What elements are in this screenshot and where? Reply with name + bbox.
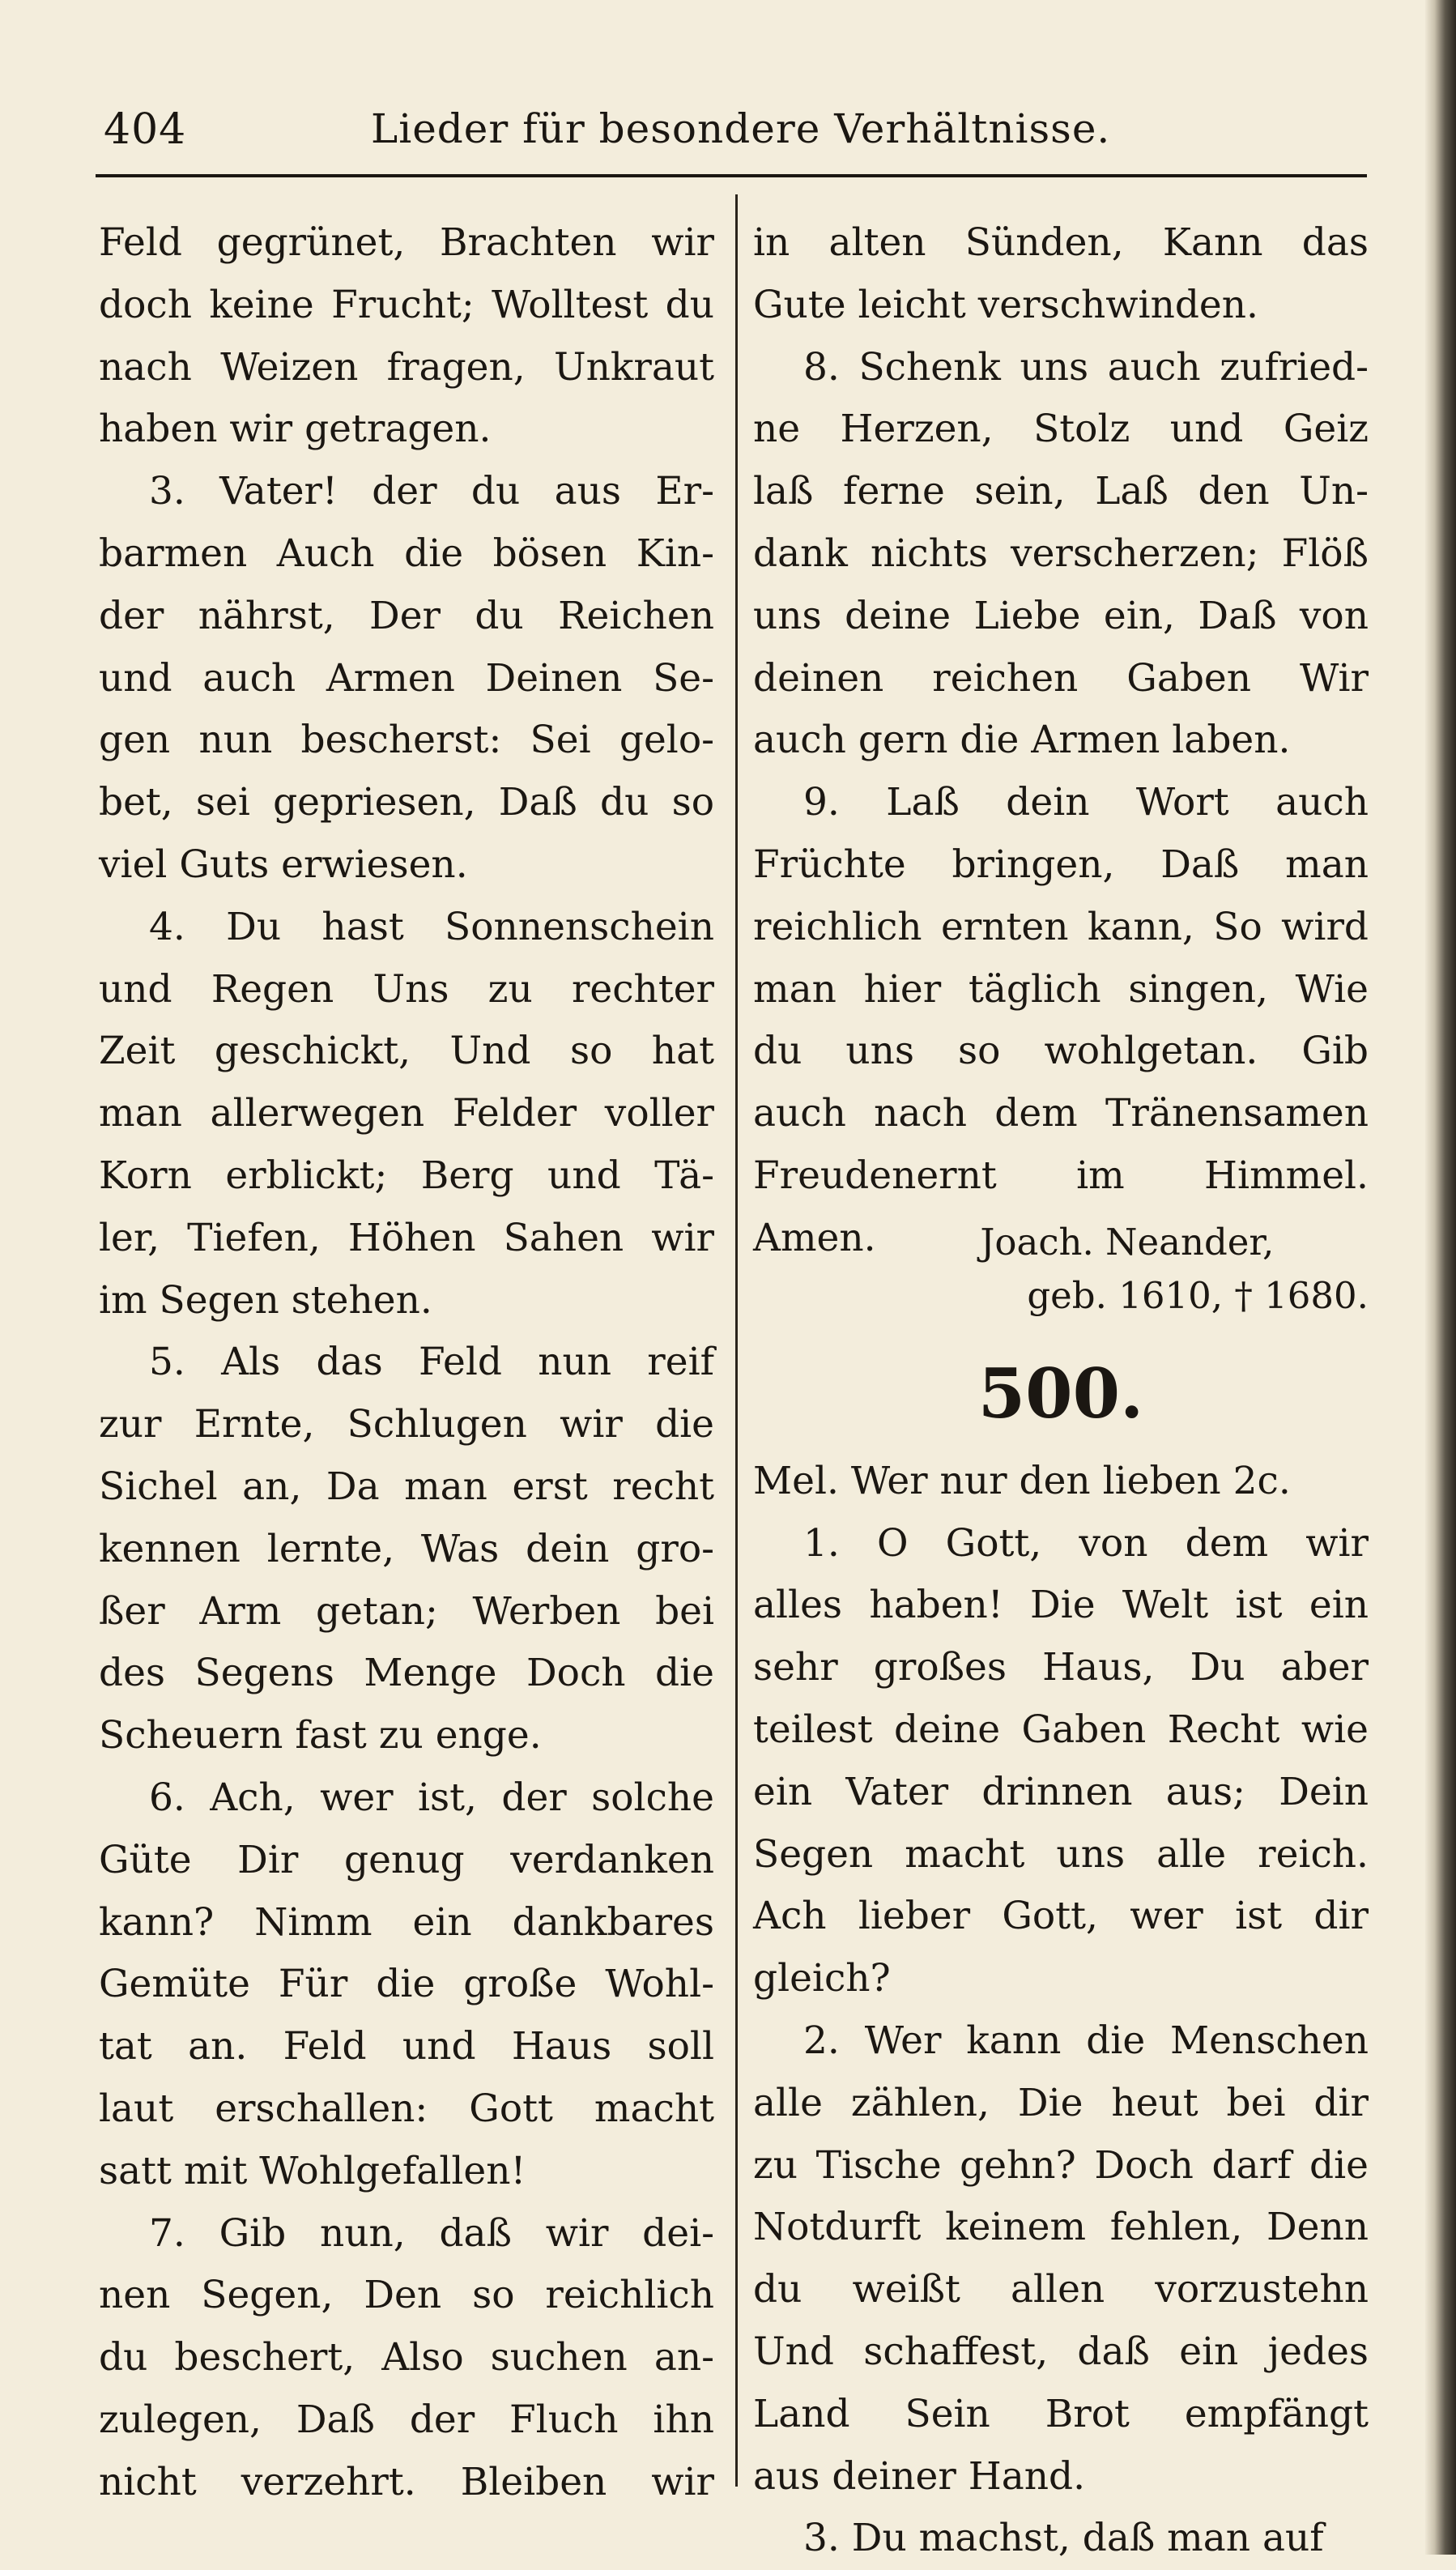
- text-line: laut erschallen: Gott macht: [99, 2086, 714, 2131]
- verse-start-line: 6. Ach, wer ist, der solche: [149, 1775, 714, 1820]
- text-line: gleich?: [753, 1956, 891, 2001]
- text-line: Zeit geschickt, Und so hat: [99, 1029, 714, 1074]
- melody-line: Mel. Wer nur den lieben 2c.: [753, 1458, 1291, 1503]
- text-line: Korn erblickt; Berg und Tä-: [99, 1153, 714, 1198]
- text-line: reichlich ernten kann, So wird: [753, 904, 1369, 949]
- text-line: doch keine Frucht; Wolltest du: [99, 282, 714, 327]
- verse-start-line: 1. O Gott, von dem wir: [803, 1520, 1369, 1566]
- text-line: ein Vater drinnen aus; Dein: [753, 1769, 1369, 1814]
- text-line: Freudenernt im Himmel.: [753, 1153, 1369, 1198]
- text-line: Segen macht uns alle reich.: [753, 1831, 1369, 1877]
- text-line: du uns so wohlgetan. Gib: [753, 1029, 1369, 1074]
- text-line: aus deiner Hand.: [753, 2453, 1086, 2499]
- text-line: Notdurft keinem fehlen, Denn: [753, 2205, 1369, 2250]
- running-title: Lieder für besondere Verhältnisse.: [371, 105, 1111, 152]
- text-line: satt mit Wohlgefallen!: [99, 2148, 526, 2193]
- text-line: und Regen Uns zu rechter: [99, 966, 714, 1012]
- verse-start-line: 5. Als das Feld nun reif: [149, 1340, 714, 1385]
- text-line: zulegen, Daß der Fluch ihn: [99, 2397, 714, 2442]
- text-line: kann? Nimm ein dankbares: [99, 1899, 714, 1945]
- text-line: sehr großes Haus, Du aber: [753, 1645, 1369, 1690]
- author-name: Joach. Neander,: [980, 1220, 1275, 1264]
- verse-start-line: 3. Du machst, daß man auf: [803, 2516, 1324, 2561]
- text-line: nach Weizen fragen, Unkraut: [99, 344, 714, 390]
- text-line: Und schaffest, daß ein jedes: [753, 2329, 1369, 2374]
- verse-start-line: 7. Gib nun, daß wir dei-: [149, 2210, 714, 2256]
- text-line: Güte Dir genug verdanken: [99, 1837, 714, 1882]
- text-line: und auch Armen Deinen Se-: [99, 655, 714, 701]
- verse-start-line: 8. Schenk uns auch zufried-: [803, 344, 1369, 390]
- text-line: ne Herzen, Stolz und Geiz: [753, 407, 1369, 452]
- page-edge-shadow: [1425, 0, 1456, 2555]
- text-line: Gemüte Für die große Wohl-: [99, 1962, 714, 2007]
- verse-start-line: 9. Laß dein Wort auch: [803, 780, 1369, 825]
- text-line: viel Guts erwiesen.: [99, 842, 468, 887]
- text-line: nen Segen, Den so reichlich: [99, 2273, 714, 2318]
- text-line: bet, sei gepriesen, Daß du so: [99, 780, 714, 825]
- text-line: laß ferne sein, Laß den Un-: [753, 469, 1369, 514]
- text-line: Gute leicht verschwinden.: [753, 282, 1258, 327]
- text-line: Feld gegrünet, Brachten wir: [99, 220, 714, 265]
- text-line: im Segen stehen.: [99, 1277, 432, 1323]
- text-line: Land Sein Brot empfängt: [753, 2391, 1369, 2436]
- verse-start-line: 3. Vater! der du aus Er-: [149, 469, 714, 514]
- text-line: in alten Sünden, Kann das: [753, 220, 1369, 265]
- text-line: tat an. Feld und Haus soll: [99, 2024, 714, 2069]
- verse-start-line: 4. Du hast Sonnenschein: [149, 904, 714, 949]
- text-line: Ach lieber Gott, wer ist dir: [753, 1894, 1369, 1939]
- text-line: alle zählen, Die heut bei dir: [753, 2080, 1369, 2125]
- text-line: auch gern die Armen laben.: [753, 718, 1291, 763]
- verse-start-line: 2. Wer kann die Menschen: [803, 2018, 1369, 2063]
- text-line: man allerwegen Felder voller: [99, 1091, 714, 1136]
- text-line: zur Ernte, Schlugen wir die: [99, 1402, 714, 1447]
- author-dates: geb. 1610, † 1680.: [1027, 1273, 1369, 1317]
- text-line: gen nun bescherst: Sei gelo-: [99, 718, 714, 763]
- text-line: barmen Auch die bösen Kin-: [99, 531, 714, 576]
- page-number: 404: [104, 105, 187, 154]
- text-line: des Segens Menge Doch die: [99, 1651, 714, 1696]
- text-line: deinen reichen Gaben Wir: [753, 655, 1369, 701]
- column-divider: [735, 194, 738, 2487]
- text-line: dank nichts verscherzen; Flöß: [753, 531, 1369, 576]
- right-column: [753, 212, 1369, 2570]
- text-line: teilest deine Gaben Recht wie: [753, 1707, 1369, 1752]
- header-rule: [96, 174, 1367, 177]
- text-line: kennen lernte, Was dein gro-: [99, 1526, 714, 1571]
- text-line: alles haben! Die Welt ist ein: [753, 1583, 1369, 1628]
- text-line: nicht verzehrt. Bleiben wir: [99, 2459, 714, 2504]
- hymn-signature: [753, 1208, 1369, 1337]
- amen-line: Amen.: [753, 1215, 876, 1260]
- text-line: auch nach dem Tränensamen: [753, 1091, 1369, 1136]
- text-line: ßer Arm getan; Werben bei: [99, 1588, 714, 1634]
- hymn-number: 500.: [977, 1353, 1144, 1434]
- text-line: haben wir getragen.: [99, 407, 492, 452]
- text-line: du weißt allen vorzustehn: [753, 2267, 1369, 2312]
- text-line: Scheuern fast zu enge.: [99, 1713, 542, 1758]
- text-line: man hier täglich singen, Wie: [753, 966, 1369, 1012]
- text-line: der nährst, Der du Reichen: [99, 593, 714, 638]
- text-line: du beschert, Also suchen an-: [99, 2335, 714, 2380]
- author-attribution: [980, 1216, 1369, 1323]
- text-line: uns deine Liebe ein, Daß von: [753, 593, 1369, 638]
- text-line: zu Tische gehn? Doch darf die: [753, 2142, 1369, 2188]
- text-line: Früchte bringen, Daß man: [753, 842, 1369, 887]
- left-column: [99, 212, 714, 2513]
- text-line: ler, Tiefen, Höhen Sahen wir: [99, 1215, 714, 1260]
- text-line: Sichel an, Da man erst recht: [99, 1464, 714, 1509]
- page-header: [96, 97, 1359, 170]
